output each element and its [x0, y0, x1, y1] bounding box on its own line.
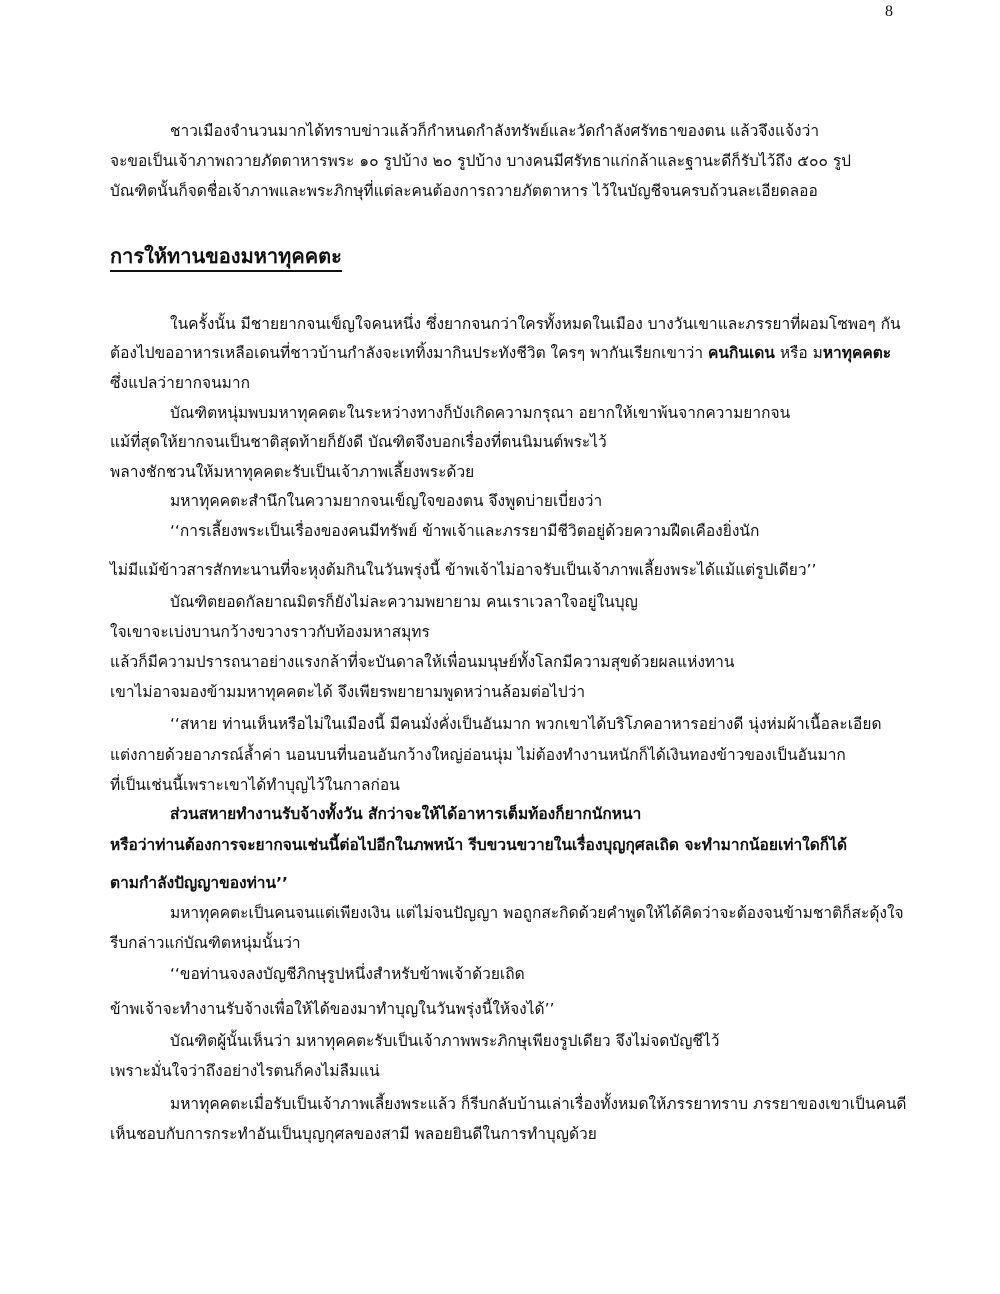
para3-line3: พลางชักชวนให้มหาทุคคตะรับเป็นเจ้าภาพเลี้ยงพระด้วย — [110, 463, 475, 481]
quote1-line2: ไม่มีแม้ข้าวสารสักทะนานที่จะหุงต้มกินในวันพรุ่งนี้ ข้าพเจ้าไม่อาจรับเป็นเจ้าภาพเลี้ยงพระได้แม้แต่รูปเดียว’’ — [110, 561, 817, 579]
para1-line1: ชาวเมืองจำนวนมากได้ทราบข่าวแล้วก็กำหนดกำลังทรัพย์และวัดกำลังศรัทธาของตน แล้วจึงแจ้งว่า — [170, 122, 820, 140]
quote2-line5: หรือว่าท่านต้องการจะยากจนเช่นนี้ต่อไปอีกในภพหน้า รีบขวนขวายในเรื่องบุญกุศลเถิด จะทำมากน้อยเท่าใดก็ได้ — [110, 836, 848, 854]
para5-line3: แล้วก็มีความปรารถนาอย่างแรงกล้าที่จะบันดาลให้เพื่อนมนุษย์ทั้งโลกมีความสุขด้วยผลแห่งทาน — [110, 653, 735, 671]
para7-line2: เพราะมั่นใจว่าถึงอย่างไรตนก็คงไม่ลืมแน่ — [110, 1062, 380, 1080]
para1-line3: บัณฑิตนั้นก็จดชื่อเจ้าภาพและพระภิกษุที่แต่ละคนต้องการถวายภัตตาหาร ไว้ในบัญชีจนครบถ้วนละเอียดลออ — [110, 182, 818, 200]
para2-bold-term-1: คนกินเดน — [708, 344, 775, 362]
para8-line2: เห็นชอบกับการกระทำอันเป็นบุญกุศลของสามี พลอยยินดีในการทำบุญด้วย — [110, 1125, 597, 1143]
para5-line1: บัณฑิตยอดกัลยาณมิตรก็ยังไม่ละความพยายาม คนเราเวลาใจอยู่ในบุญ — [170, 593, 638, 611]
quote3-line2: ข้าพเจ้าจะทำงานรับจ้างเพื่อให้ได้ของมาทำบุญในวันพรุ่งนี้ให้จงได้’’ — [110, 1000, 555, 1018]
para7-line1: บัณฑิตผู้นั้นเห็นว่า มหาทุคคตะรับเป็นเจ้าภาพพระภิกษุเพียงรูปเดียว จึงไม่จดบัญชีไว้ — [170, 1032, 720, 1050]
para1-line2: จะขอเป็นเจ้าภาพถวายภัตตาหารพระ ๑๐ รูปบ้าง ๒๐ รูปบ้าง บางคนมีศรัทธาแก่กล้าและฐานะดีก็รับไว้ถึง ๕๐๐ รูป — [110, 152, 851, 170]
para2-line2-mid: หรือ ม — [774, 344, 823, 362]
para2-line2 — [110, 346, 891, 362]
para3-line2: แม้ที่สุดให้ยากจนเป็นชาติสุดท้ายก็ยังดี บัณฑิตจึงบอกเรื่องที่ตนนิมนต์พระไว้ — [110, 433, 607, 451]
para6-line2: รีบกล่าวแก่บัณฑิตหนุ่มนั้นว่า — [110, 934, 301, 952]
para4-line1: มหาทุคคตะสำนึกในความยากจนเข็ญใจของตน จึงพูดบ่ายเบี่ยงว่า — [170, 492, 603, 510]
quote1-line1: ‘‘การเลี้ยงพระเป็นเรื่องของคนมีทรัพย์ ข้าพเจ้าและภรรยามีชีวิตอยู่ด้วยความฝืดเคืองยิ่งนัก — [170, 522, 760, 540]
para2-line1: ในครั้งนั้น มีชายยากจนเข็ญใจคนหนึ่ง ซึ่งยากจนกว่าใครทั้งหมดในเมือง บางวันเขาและภรรยาที่ผอมโซพอๆ กัน — [170, 315, 901, 333]
quote2-line1: ‘‘สหาย ท่านเห็นหรือไม่ในเมืองนี้ มีคนมั่งคั่งเป็นอันมาก พวกเขาได้บริโภคอาหารอย่างดี นุ่งห่มผ้าเนื้อละเอียด — [170, 715, 882, 733]
para2-line2-start: ต้องไปขออาหารเหลือเดนที่ชาวบ้านกำลังจะเททิ้งมากินประทังชีวิต ใครๆ พากันเรียกเขาว่า — [110, 344, 708, 362]
quote3-line1: ‘‘ขอท่านจงลงบัญชีภิกษุรูปหนึ่งสำหรับข้าพเจ้าด้วยเถิด — [170, 965, 525, 983]
quote2-line4: ส่วนสหายทำงานรับจ้างทั้งวัน สักว่าจะให้ได้อาหารเต็มท้องก็ยากนักหนา — [170, 805, 642, 823]
quote2-line2: แต่งกายด้วยอาภรณ์ล้ำค่า นอนบนที่นอนอันกว้างใหญ่อ่อนนุ่ม ไม่ต้องทำงานหนักก็ได้เงินทองข้าวของเป็นอันมาก — [110, 746, 846, 764]
quote2-line3: ที่เป็นเช่นนี้เพราะเขาได้ทำบุญไว้ในกาลก่อน — [110, 776, 400, 794]
para6-line1: มหาทุคคตะเป็นคนจนแต่เพียงเงิน แต่ไม่จนปัญญา พอถูกสะกิดด้วยคำพูดให้ได้คิดว่าจะต้องจนข้ามชาติก็สะดุ้งใจ — [170, 904, 904, 922]
page-number: 8 — [885, 3, 893, 20]
para5-line2: ใจเขาจะเบ่งบานกว้างขวางราวกับท้องมหาสมุทร — [110, 623, 430, 641]
para8-line1: มหาทุคคตะเมื่อรับเป็นเจ้าภาพเลี้ยงพระแล้ว ก็รีบกลับบ้านเล่าเรื่องทั้งหมดให้ภรรยาทราบ ภรรยาของเขาเป็นคนดี — [170, 1095, 907, 1113]
para3-line1: บัณฑิตหนุ่มพบมหาทุคคตะในระหว่างทางก็บังเกิดความกรุณา อยากให้เขาพ้นจากความยากจน — [170, 404, 791, 422]
para2-bold-term-2: หาทุคคตะ — [822, 344, 892, 362]
quote2-line6: ตามกำลังปัญญาของท่าน’’ — [110, 874, 288, 892]
para2-line3: ซึ่งแปลว่ายากจนมาก — [110, 374, 250, 392]
section-heading: การให้ทานของมหาทุคคตะ — [110, 244, 342, 272]
para5-line4: เขาไม่อาจมองข้ามมหาทุคคตะได้ จึงเพียรพยายามพูดหว่านล้อมต่อไปว่า — [110, 683, 586, 701]
